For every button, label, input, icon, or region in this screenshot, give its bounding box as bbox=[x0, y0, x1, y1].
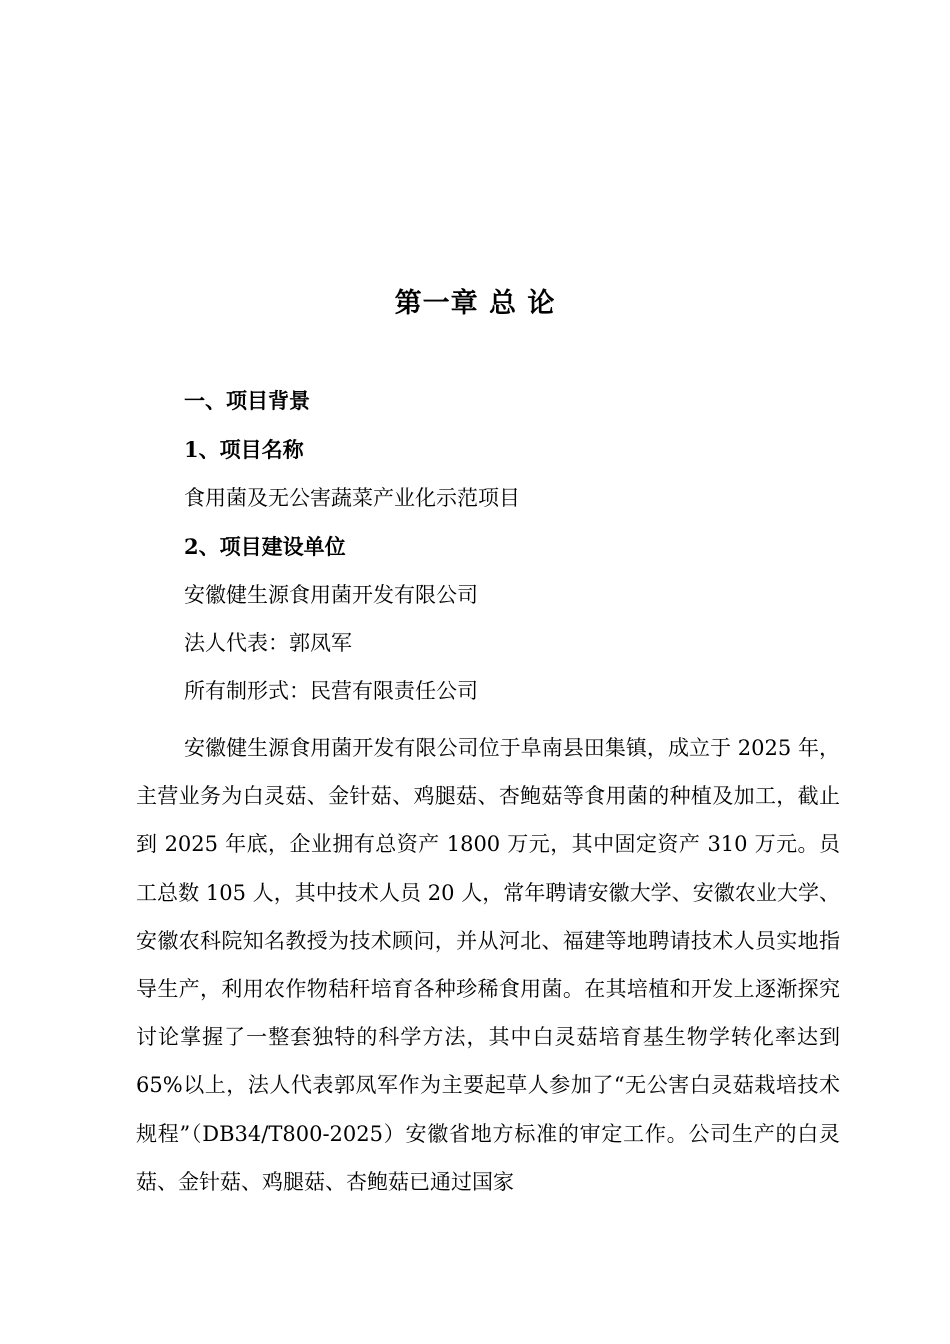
company-name: 安徽健生源食用菌开发有限公司 bbox=[184, 583, 478, 607]
company-description-paragraph: 安徽健生源食用菌开发有限公司位于阜南县田集镇，成立于 2025 年，主营业务为白灵菇、金针菇、鸡腿菇、杏鲍菇等食用菌的种植及加工，截止到 2025 年底，企业拥有总资产 1800 万元，其中固定资产 310 万元。员工总数 105 人，其中技术人员 20 人，常年聘请安徽大学、安徽农业大学、安徽农科院知名教授为技术顾问，并从河北、福建等地聘请技术人员实地指导生产，利用农作物秸秆培育各种珍稀食用菌。在其培植和开发上逐渐探究讨论掌握了一整套独特的科学方法，其中白灵菇培育基生物学转化率达到 65%以上，法人代表郭凤军作为主要起草人参加了“无公害白灵菇栽培技术规程”（DB34/T800-2025）安徽省地方标准的审定工作。公司生产的白灵菇、金针菇、鸡腿菇、杏鲍菇已通过国家 bbox=[136, 736, 840, 1194]
item-2-heading: 2、项目建设单位 bbox=[184, 534, 346, 559]
ownership-form: 所有制形式：民营有限责任公司 bbox=[184, 679, 478, 703]
project-name: 食用菌及无公害蔬菜产业化示范项目 bbox=[184, 486, 520, 510]
section-heading: 一、项目背景 bbox=[184, 388, 310, 413]
item-1-heading: 1、项目名称 bbox=[184, 437, 304, 462]
legal-representative: 法人代表：郭凤军 bbox=[184, 631, 352, 655]
chapter-title: 第一章 总 论 bbox=[394, 288, 556, 319]
